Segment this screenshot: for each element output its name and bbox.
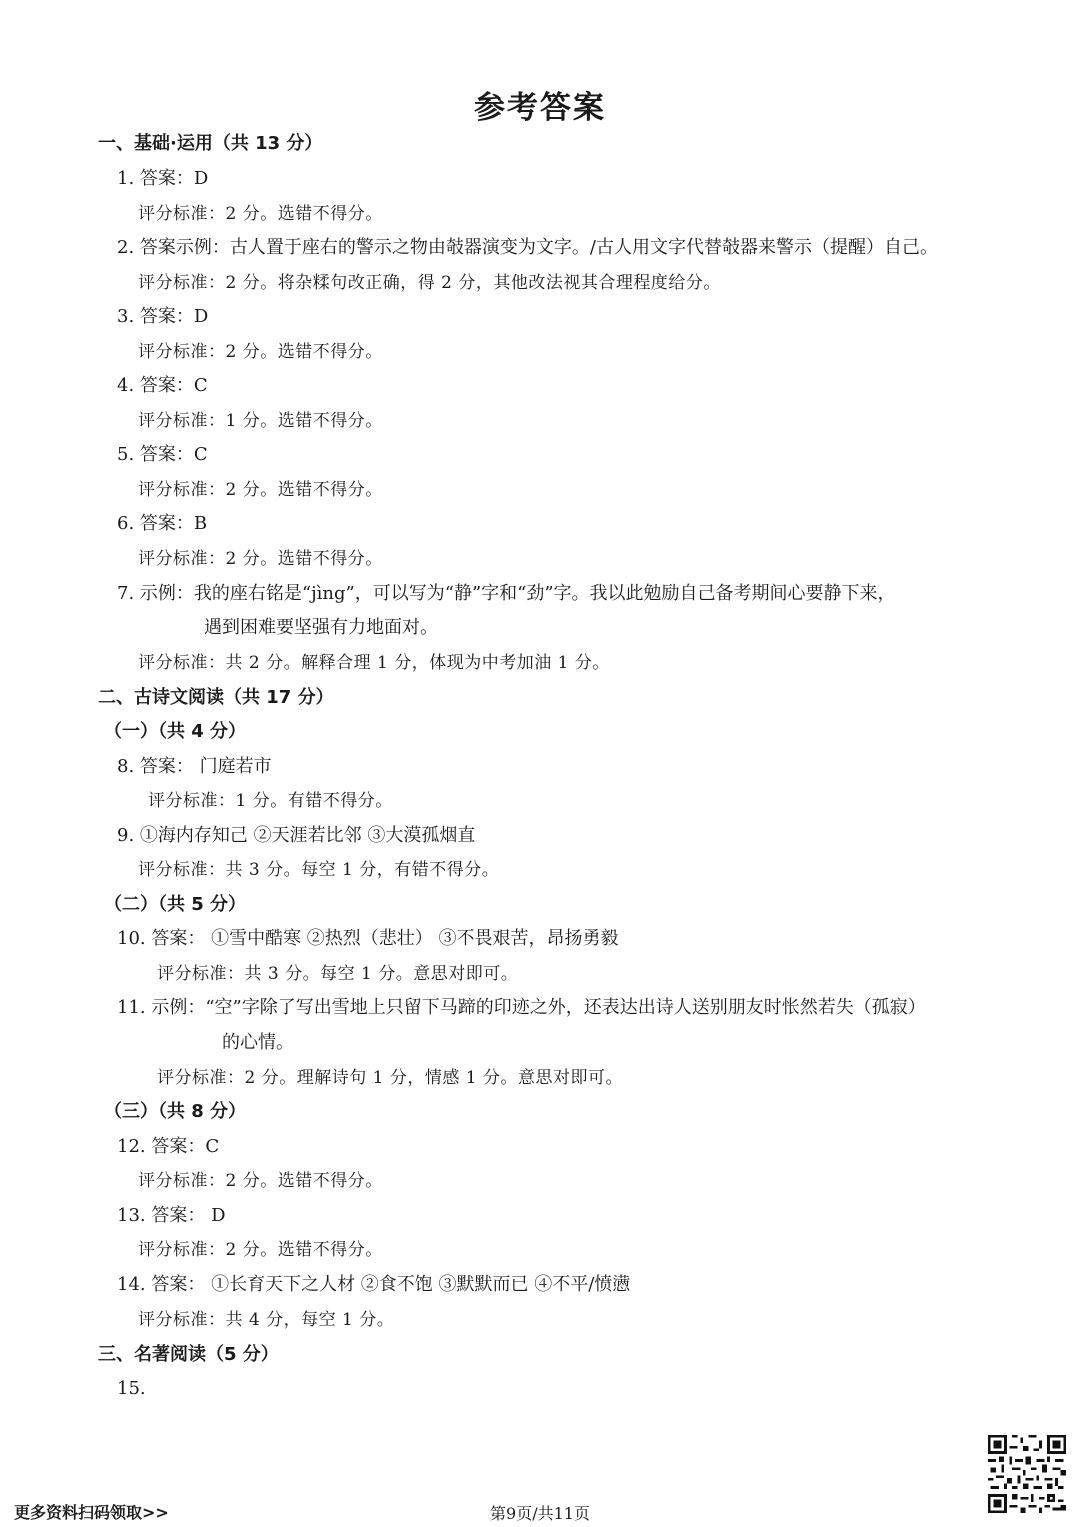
- q12-standard: 评分标准：2 分。选错不得分。: [138, 1171, 383, 1191]
- q5-standard: 评分标准：2 分。选错不得分。: [138, 480, 383, 500]
- q3-standard: 评分标准：2 分。选错不得分。: [138, 342, 383, 362]
- q15-number: 15.: [117, 1378, 146, 1399]
- q11-standard: 评分标准：2 分。理解诗句 1 分，情感 1 分。意思对即可。: [157, 1068, 623, 1088]
- q14-standard: 评分标准：共 4 分，每空 1 分。: [138, 1310, 395, 1330]
- q2-standard: 评分标准：2 分。将杂糅句改正确，得 2 分，其他改法视其合理程度给分。: [138, 273, 721, 293]
- footer-scan-prompt: 更多资料扫码领取>>: [14, 1503, 169, 1522]
- q4-answer: 4. 答案：C: [117, 375, 208, 396]
- q7-answer-line2: 遇到困难要坚强有力地面对。: [204, 617, 438, 638]
- q13-standard: 评分标准：2 分。选错不得分。: [138, 1240, 383, 1260]
- q10-standard: 评分标准：共 3 分。每空 1 分。意思对即可。: [157, 964, 519, 984]
- q12-answer: 12. 答案：C: [117, 1136, 220, 1157]
- part2-heading: （二）（共 5 分）: [104, 894, 247, 915]
- page-number: 第9页/共11页: [490, 1504, 590, 1523]
- q10-answer: 10. 答案： ①雪中酷寒 ②热烈（悲壮） ③不畏艰苦，昂扬勇毅: [117, 928, 619, 949]
- q11-answer-line2: 的心情。: [222, 1032, 294, 1053]
- q6-answer: 6. 答案：B: [117, 513, 208, 534]
- section3-heading: 三、名著阅读（5 分）: [98, 1344, 279, 1365]
- page-title: 参考答案: [474, 90, 606, 126]
- q14-answer: 14. 答案： ①长育天下之人材 ②食不饱 ③默默而已 ④不平/愤懑: [117, 1274, 631, 1295]
- q9-standard: 评分标准：共 3 分。每空 1 分，有错不得分。: [138, 860, 500, 880]
- part3-heading: （三）（共 8 分）: [104, 1101, 247, 1122]
- q1-standard: 评分标准：2 分。选错不得分。: [138, 204, 383, 224]
- q5-answer: 5. 答案：C: [117, 444, 208, 465]
- q7-answer-line1: 7. 示例：我的座右铭是“jìng”，可以写为“静”字和“劲”字。我以此勉励自己备考期间心要静下来，: [117, 583, 896, 604]
- section2-heading: 二、古诗文阅读（共 17 分）: [98, 687, 334, 708]
- q6-standard: 评分标准：2 分。选错不得分。: [138, 549, 383, 569]
- q8-standard: 评分标准：1 分。有错不得分。: [148, 791, 393, 811]
- part1-heading: （一）（共 4 分）: [104, 721, 247, 742]
- q9-answer: 9. ①海内存知己 ②天涯若比邻 ③大漠孤烟直: [117, 825, 476, 846]
- q1-answer: 1. 答案：D: [117, 168, 209, 189]
- q3-answer: 3. 答案：D: [117, 306, 209, 327]
- q7-standard: 评分标准：共 2 分。解释合理 1 分，体现为中考加油 1 分。: [138, 653, 610, 673]
- q4-standard: 评分标准：1 分。选错不得分。: [138, 411, 383, 431]
- section1-heading: 一、基础·运用（共 13 分）: [98, 133, 323, 154]
- q2-answer: 2. 答案示例：古人置于座右的警示之物由攲器演变为文字。/古人用文字代替攲器来警示（提醒）自己。: [117, 237, 938, 258]
- q8-answer: 8. 答案： 门庭若市: [117, 756, 272, 777]
- q13-answer: 13. 答案： D: [117, 1205, 226, 1226]
- q11-answer-line1: 11. 示例：“空”字除了写出雪地上只留下马蹄的印迹之外，还表达出诗人送别朋友时怅然若失（孤寂）: [117, 997, 926, 1018]
